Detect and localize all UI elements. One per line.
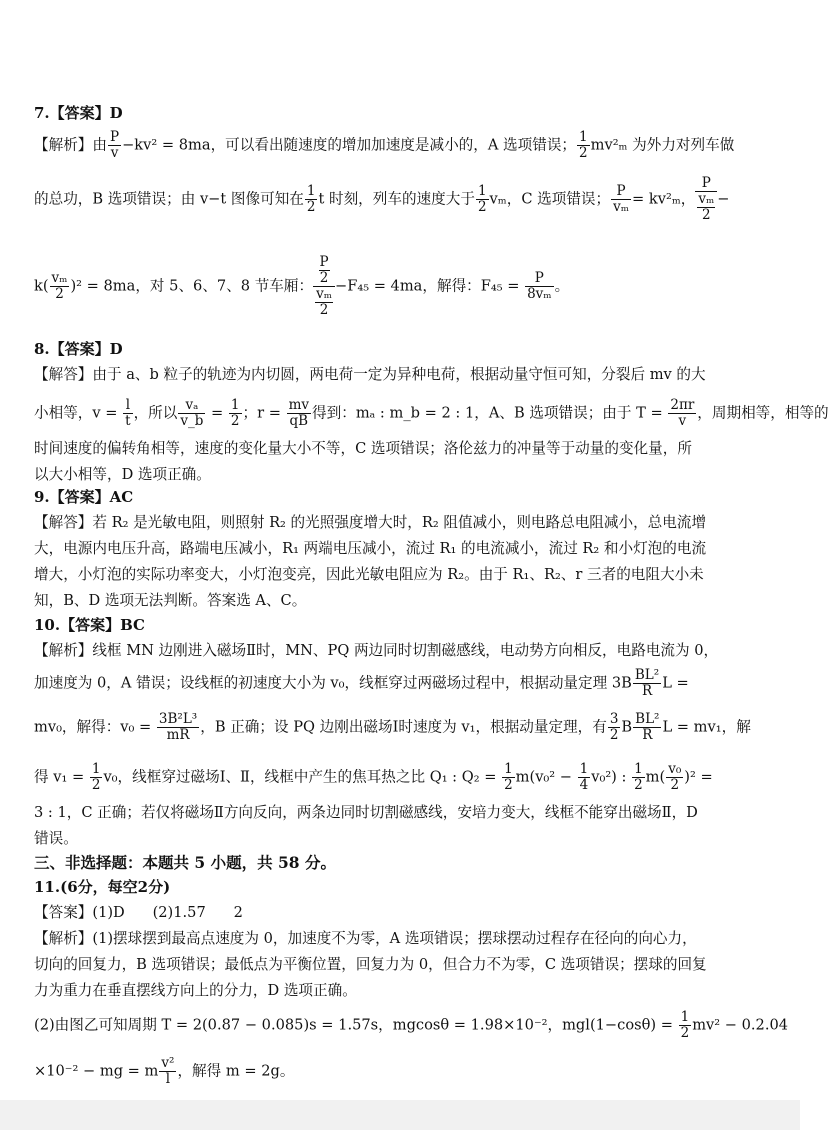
nested-fraction: $\frac{P}{\frac{\text{vₘ}}{2}}$	[695, 176, 717, 223]
fraction: $\frac{\text{3B²L³}}{mR}$	[158, 711, 198, 743]
fraction: $\frac{1}{2}$	[477, 183, 487, 215]
fraction: $\frac{P}{\text{8vₘ}}$	[527, 270, 552, 302]
q10-line-4: 得 v₁ = $\frac{1}{2}$ v₀，线框穿过磁场Ⅰ、Ⅱ，线框中产生的焦耳热之比 Q₁ : Q₂ = $\frac{1}{2}$ m(v₀² − $\frac{1}{4}$ v₀²) : $\frac{1}{2}$ m( $\frac{\text{v₀}}{2}$ )² =	[34, 761, 713, 793]
fraction: $\frac{1}{2}$	[91, 761, 101, 793]
question-8	[34, 336, 764, 388]
q7-line-3: k( $\frac{\text{vₘ}}{2}$ )² = 8ma，对 5、6、7、8 节车厢： $\frac{\frac{P}{2}}{\frac{\text{vₘ}}{2}}$ −F₄₅ = 4ma，解得：F₄₅ = $\frac{P}{\text{8vₘ}}$ 。	[34, 254, 570, 318]
q9-answer-header: 9.【答案】AC	[34, 488, 134, 506]
q10-line-3: mv₀，解得：v₀ = $\frac{\text{3B²L³}}{mR}$ ，B 正确；设 PQ 边刚出磁场Ⅰ时速度为 v₁，根据动量定理，有 $\frac{3}{2}$ B $\frac{\text{BL²}}{R}$ L = mv₁，解	[34, 711, 751, 743]
fraction: $\frac{1}{2}$	[230, 397, 240, 429]
fraction: $\frac{mv}{qB}$	[288, 397, 310, 429]
q7-line-1: 【解析】由 $\frac{P}{v}$ −kv² = 8ma，可以看出随速度的增加加速度是减小的，A 选项错误； $\frac{1}{2}$ mv²ₘ 为外力对列车做	[34, 129, 735, 161]
fraction: $\frac{\text{BL²}}{R}$	[635, 711, 660, 743]
q8-line-1: 【解答】由于 a、b 粒子的轨迹为内切圆，两电荷一定为异种电荷，根据动量守恒可知，分裂后 mv 的大	[34, 366, 706, 383]
q10-answer-header: 10.【答案】BC	[34, 616, 145, 634]
q11-header: 11.(6分，每空2分)	[34, 878, 171, 896]
fraction: $\frac{1}{4}$	[579, 761, 589, 793]
question-9: 9.【答案】AC 【解答】若 R₂ 是光敏电阻，则照射 R₂ 的光照强度增大时，R₂ 阻值减小，则电路总电阻减小，总电流增 大，电源内电压升高，路端电压减小，R₁ 两端电压减小，流过 R₁ 的电流减小，流过 R₂ 和小灯泡的电流 增大，小灯泡的实际功率变大，小灯泡变亮，因此光敏电阻应为 R₂。由于 R₁、R₂、r 三者的电阻大小未 知，B、D 选项无法判断。答案选 A、C。	[34, 484, 764, 614]
question-7	[34, 100, 764, 126]
section-heading: 三、非选择题：本题共 5 小题，共 58 分。	[34, 853, 336, 872]
q11-line-part2: (2)由图乙可知周期 T = 2(0.87 − 0.085)s = 1.57s，mgcosθ = 1.98×10⁻²，mgl(1−cosθ) = $\frac{1}{2}$ mv² − 0.2.04	[34, 1009, 789, 1041]
fraction: $\frac{1}{2}$	[579, 129, 588, 161]
q10-line-2: 加速度为 0，A 错误；设线框的初速度大小为 v₀，线框穿过两磁场过程中，根据动量定理 3B $\frac{\text{BL²}}{R}$ L =	[34, 667, 689, 699]
q7-line-2: 的总功，B 选项错误；由 v−t 图像可知在 $\frac{1}{2}$ t 时刻，列车的速度大于 $\frac{1}{2}$ vₘ，C 选项错误； $\frac{P}{\text{vₘ}}$ = kv²ₘ， $\frac{P}{\frac{\text{vₘ}}{2}}$ −	[34, 175, 730, 223]
fraction: $\frac{l}{t}$	[125, 397, 131, 429]
fraction: $\frac{\text{BL²}}{R}$	[634, 667, 660, 699]
q11-line-final: ×10⁻² − mg = m $\frac{\text{v²}}{l}$ ，解得 m = 2g。	[34, 1055, 295, 1087]
nested-fraction: $\frac{\frac{P}{2}}{\frac{\text{vₘ}}{2}}$	[313, 255, 335, 318]
fraction: $\frac{2\pi r}{v}$	[670, 397, 695, 429]
question-11: 11.(6分，每空2分) 【答案】(1)D (2)1.57 2 【解析】(1)摆球摆到最高点速度为 0，加速度不为零，A 选项错误；摆球摆动过程存在径向的向心力， 切向的回复力，B 选项错误；最低点为平衡位置，回复力为 0，但合力不为零，C 选项错误；摆球的回复 力为重力在垂直摆线方向上的分力，D 选项正确。	[34, 874, 764, 1004]
q7-answer-header: 7.【答案】D	[34, 104, 123, 122]
q10-rest: 3 : 1，C 正确；若仅将磁场Ⅱ方向反向，两条边同时切割磁感线，安培力变大，线框不能穿出磁场Ⅱ，D 错误。	[34, 804, 698, 847]
q8-line-2: 小相等，v = $\frac{l}{t}$ ，所以 $\frac{\text{vₐ}}{v\_b}$ = $\frac{1}{2}$ ；r = $\frac{mv}{qB}$ 得到：mₐ : m_b = 2 : 1，A、B 选项错误；由于 T = $\frac{2\pi r}{v}$ ，周期相等，相等的	[34, 397, 829, 429]
fraction: $\frac{3}{2}$	[609, 711, 619, 743]
fraction: $\frac{\text{v₀}}{2}$	[668, 761, 682, 793]
fraction: $\frac{P}{\text{vₘ}}$	[613, 183, 630, 215]
fraction: $\frac{1}{2}$	[504, 761, 513, 793]
fraction: $\frac{1}{2}$	[634, 761, 643, 793]
fraction: $\frac{1}{2}$	[680, 1009, 690, 1041]
fraction: $\frac{\text{vₘ}}{2}$	[51, 270, 68, 302]
q11-answer: 【答案】(1)D (2)1.57 2	[34, 904, 243, 921]
bottom-margin	[0, 1100, 800, 1130]
question-10: 10.【答案】BC 【解析】线框 MN 边刚进入磁场Ⅱ时，MN、PQ 两边同时切割磁感线，电动势方向相反，电路电流为 0，	[34, 612, 764, 664]
fraction: $\frac{\text{v²}}{l}$	[161, 1055, 175, 1087]
q8-answer-header: 8.【答案】D	[34, 340, 123, 358]
q8-rest: 时间速度的偏转角相等，速度的变化量大小不等，C 选项错误；洛伦兹力的冲量等于动量的变化量，所 以大小相等，D 选项正确。	[34, 440, 692, 483]
fraction: $\frac{P}{v}$	[109, 129, 120, 161]
fraction: $\frac{\text{vₐ}}{v\_b}$	[180, 397, 204, 429]
fraction: $\frac{1}{2}$	[306, 183, 316, 215]
